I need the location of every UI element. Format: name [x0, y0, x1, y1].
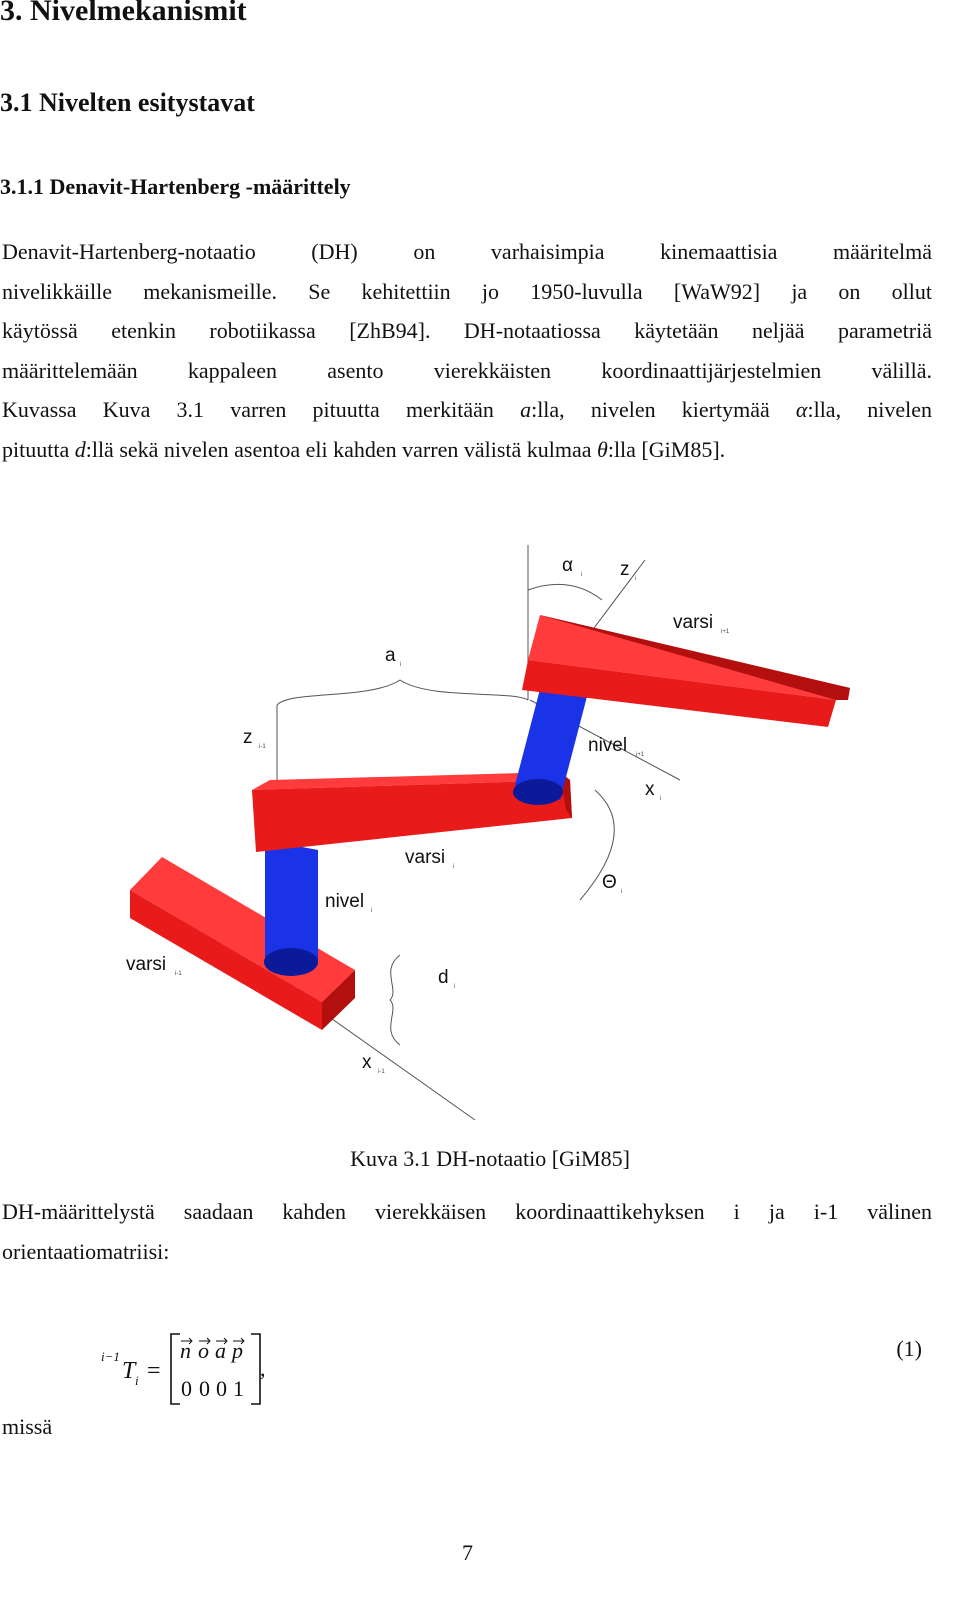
label-z-i: z — [620, 559, 630, 580]
eq-vector-o: o — [198, 1338, 209, 1363]
label-varsi-low: varsi — [126, 954, 167, 975]
eq-matrix-row-1 — [180, 1338, 244, 1363]
intro-line-6: pituutta d:llä sekä nivelen asentoa eli kahden varren välistä kulmaa θ:lla [GiM85]. — [2, 436, 726, 462]
label-a: a — [385, 645, 396, 666]
eq-row2-cell: 0 — [199, 1376, 210, 1401]
label-varsi-top: varsi — [673, 612, 714, 633]
label-x-prev: x — [362, 1052, 372, 1073]
eq-row2-cell: 0 — [181, 1376, 192, 1401]
eq-T: T — [122, 1358, 136, 1384]
label-d-sub: i — [454, 984, 456, 990]
eq-equals: = — [147, 1358, 161, 1384]
intro-line-5: Kuvassa Kuva 3.1 varren pituutta merkitään a:lla, nivelen kiertymää α:lla, nivelen — [2, 397, 932, 422]
label-varsi-mid: varsi — [405, 847, 446, 868]
eq-comma: , — [260, 1356, 266, 1381]
alpha-arc — [528, 584, 602, 600]
eq-row2-cell: 0 — [216, 1376, 227, 1401]
label-nivel-lower: nivel — [325, 891, 365, 912]
label-z-i-sub: i — [635, 576, 637, 582]
eq-right-bracket — [251, 1334, 260, 1404]
intro-line-1: Denavit-Hartenberg-notaatio (DH) on varhaisimpia kinemaattisia määritelmä — [2, 239, 932, 264]
equation-1 — [0, 1320, 960, 1420]
equation-number: (1) — [896, 1336, 922, 1361]
intro-line-3: käytössä etenkin robotiikassa [ZhB94]. DH-notaatiossa käytetään neljää parametriä — [2, 318, 932, 343]
label-nivel-lower-sub: i — [371, 908, 373, 914]
page-number: 7 — [462, 1540, 473, 1565]
label-varsi-mid-sub: i — [453, 864, 455, 870]
symbol-theta: θ — [597, 436, 608, 462]
label-d: d — [438, 967, 449, 988]
label-z-prev: z — [243, 727, 253, 748]
label-varsi-top-sub: i+1 — [721, 629, 730, 635]
label-theta-sub: i — [621, 889, 623, 895]
eq-vector-a: a — [215, 1338, 226, 1363]
label-varsi-low-sub: i-1 — [175, 971, 182, 977]
result-line-2: orientaatiomatriisi: — [2, 1238, 170, 1264]
eq-vector-p: p — [232, 1338, 243, 1363]
label-a-sub: i — [400, 662, 402, 668]
symbol-a: a — [520, 397, 532, 422]
label-x-prev-sub: i-1 — [378, 1069, 385, 1075]
link-varsi-i-minus-1 — [130, 857, 355, 1030]
a-brace — [277, 680, 528, 705]
dh-notation-figure — [0, 530, 960, 1130]
figure-caption: Kuva 3.1 DH-notaatio [GiM85] — [350, 1146, 630, 1171]
symbol-alpha: α — [795, 397, 808, 422]
eq-left-bracket — [171, 1334, 180, 1404]
eq-T-sub: i — [135, 1373, 139, 1388]
label-x-i-sub: i — [660, 796, 662, 802]
symbol-d: d — [74, 436, 86, 462]
intro-line-2: nivelikkäille mekanismeille. Se kehitettiin jo 1950-luvulla [WaW92] ja on ollut — [2, 278, 932, 304]
eq-pre-superscript: i−1 — [101, 1349, 120, 1364]
result-line-1: DH-määrittelystä saadaan kahden vierekkäisen koordinaattikehyksen i ja i-1 välinen — [2, 1199, 932, 1224]
label-x-i: x — [645, 779, 655, 800]
intro-line-4: määrittelemään kappaleen asento vierekkäisten koordinaattijärjestelmien välillä. — [2, 357, 932, 383]
label-nivel-upper: nivel — [588, 735, 628, 756]
eq-row2-cell: 1 — [233, 1376, 244, 1401]
d-brace — [390, 955, 400, 1045]
result-paragraph — [2, 1192, 932, 1271]
label-alpha-sub: i — [581, 572, 583, 578]
intro-paragraph — [2, 232, 932, 469]
joint-nivel-i — [264, 840, 318, 976]
label-theta: Θ — [602, 872, 617, 893]
label-z-prev-sub: i-1 — [259, 744, 266, 750]
eq-matrix-row-2 — [181, 1376, 244, 1401]
chapter-heading: 3. Nivelmekanismit — [0, 0, 247, 27]
missa-label: missä — [2, 1414, 53, 1439]
section-heading: 3.1 Nivelten esitystavat — [0, 88, 255, 117]
label-nivel-upper-sub: i+1 — [636, 752, 645, 758]
eq-vector-n: n — [180, 1338, 191, 1363]
label-alpha: α — [562, 555, 573, 576]
subsection-heading: 3.1.1 Denavit-Hartenberg -määrittely — [0, 174, 351, 199]
